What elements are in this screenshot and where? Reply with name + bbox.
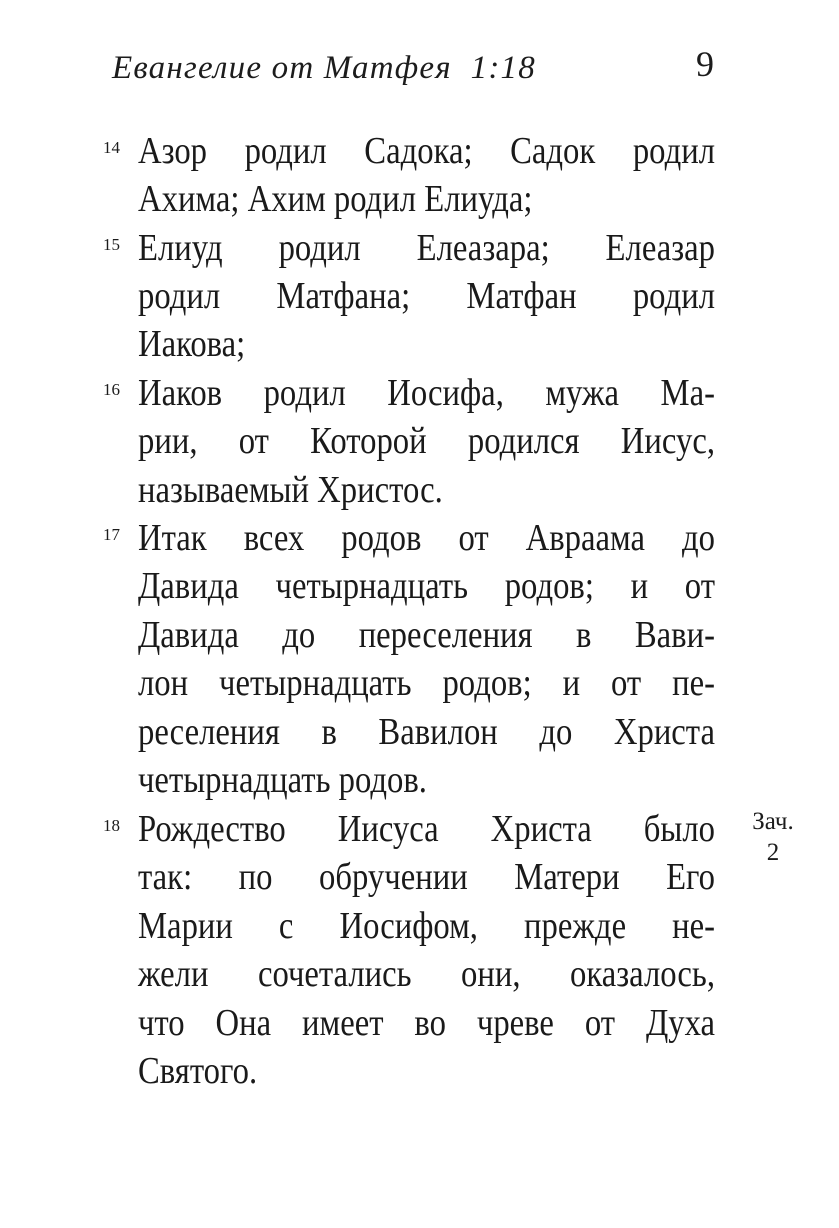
verse-line: Иакова; [138, 323, 246, 365]
verse-number: 18 [103, 816, 120, 835]
running-title: Евангелие от Матфея 1:18 [112, 50, 536, 86]
verse-line: Рождество Иисуса Христа было [138, 808, 716, 850]
verse-line: родил Матфана; Матфан родил [138, 275, 716, 317]
verse-line: четырнадцать родов. [138, 759, 427, 801]
margin-note-number: 2 [766, 839, 780, 866]
verse-line: что Она имеет во чреве от Духа [138, 1002, 715, 1044]
verse-line: Азор родил Садока; Садок родил [138, 130, 716, 172]
verse-line: рии, от Которой родился Иисус, [138, 420, 715, 462]
verse-line: лон четырнадцать родов; и от пе- [138, 662, 715, 704]
verse-line: Иаков родил Иосифа, мужа Ма- [138, 372, 715, 414]
margin-note-label: Зач. [752, 808, 794, 835]
verse-line: Давида четырнадцать родов; и от [138, 565, 715, 607]
verse-line: называемый Христос. [138, 469, 443, 511]
verse-line: Итак всех родов от Авраама до [138, 517, 715, 559]
verse-line: Марии с Иосифом, прежде не- [138, 905, 716, 947]
page-number: 9 [696, 44, 714, 84]
verse-number: 16 [103, 380, 120, 399]
verse-number: 17 [103, 525, 120, 544]
verse-line: так: по обручении Матери Его [138, 856, 715, 898]
lectionary-margin-note [740, 806, 806, 868]
verse-line: Ахима; Ахим родил Елиуда; [138, 178, 533, 220]
verse-line: жели сочетались они, оказалось, [138, 953, 715, 995]
verse-line: Давида до переселения в Вави- [138, 614, 715, 656]
verse-line: реселения в Вавилон до Христа [138, 711, 716, 753]
verse-line: Елиуд родил Елеазара; Елеазар [138, 227, 715, 269]
verse-number: 15 [103, 235, 120, 254]
verse-number: 14 [103, 138, 120, 157]
verse-line: Святого. [138, 1050, 258, 1092]
